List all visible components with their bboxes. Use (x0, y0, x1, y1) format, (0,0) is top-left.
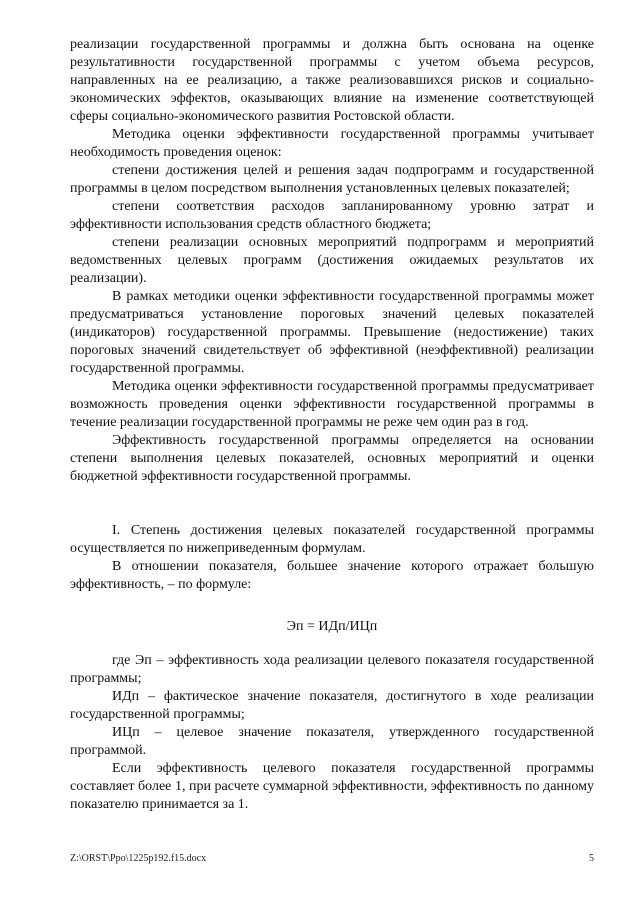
paragraph-9: I. Степень достижения целевых показателей государственной программы осуществляется по нижеприведенным формулам. (70, 523, 594, 556)
paragraph-8: Эффективность государственной программы определяется на основании степени выполнения целевых показателей, основных мероприятий и оценки бюджетной эффективности государственной программы. (70, 433, 594, 484)
paragraph-10: В отношении показателя, большее значение которого отражает большую эффективность, – по формуле: (70, 559, 594, 592)
paragraph-gap (70, 486, 594, 504)
paragraph-12: ИДп – фактическое значение показателя, достигнутого в ходе реализации государственной программы; (70, 689, 594, 722)
file-path: Z:\ORST\Ppo\1225p192.f15.docx (70, 853, 207, 864)
paragraph-1: реализации государственной программы и должна быть основана на оценке результативности государственной программы с учетом объема ресурсов, направленных на ее реализацию, а также реализовавшихся рисков и социально-экономических эффектов, оказывающих влияние на изменение соответствующей сферы социально-экономического развития Ростовской области. (70, 37, 594, 124)
paragraph-2: Методика оценки эффективности государственной программы учитывает необходимость проведения оценок: (70, 127, 594, 160)
formula: Эп = ИДп/ИЦп (286, 619, 378, 634)
paragraph-6: В рамках методики оценки эффективности государственной программы может предусматриваться установление пороговых значений целевых показателей (индикаторов) государственной программы. Превышение (недостижение) таких пороговых значений свидетельствует об эффективной (неэффективной) реализации государственной программы. (70, 289, 594, 376)
paragraph-13: ИЦп – целевое значение показателя, утвержденного государственной программой. (70, 725, 594, 758)
paragraph-3: степени достижения целей и решения задач подпрограмм и государственной программы в целом посредством выполнения установленных целевых показателей; (70, 163, 594, 196)
paragraph-11: где Эп – эффективность хода реализации целевого показателя государственной программы; (70, 653, 594, 686)
document-body (70, 36, 594, 814)
page-number: 5 (589, 853, 594, 864)
paragraph-14: Если эффективность целевого показателя государственной программы составляет более 1, при расчете суммарной эффективности, эффективность по данному показателю принимается за 1. (70, 761, 594, 812)
paragraph-7: Методика оценки эффективности государственной программы предусматривает возможность проведения оценки эффективности государственной программы в течение реализации государственной программы не реже чем один раз в год. (70, 379, 594, 430)
paragraph-5: степени реализации основных мероприятий подпрограмм и мероприятий ведомственных целевых программ (достижения ожидаемых результатов их реализации). (70, 235, 594, 286)
paragraph-gap (70, 504, 594, 522)
paragraph-4: степени соответствия расходов запланированному уровню затрат и эффективности использования средств областного бюджета; (70, 199, 594, 232)
